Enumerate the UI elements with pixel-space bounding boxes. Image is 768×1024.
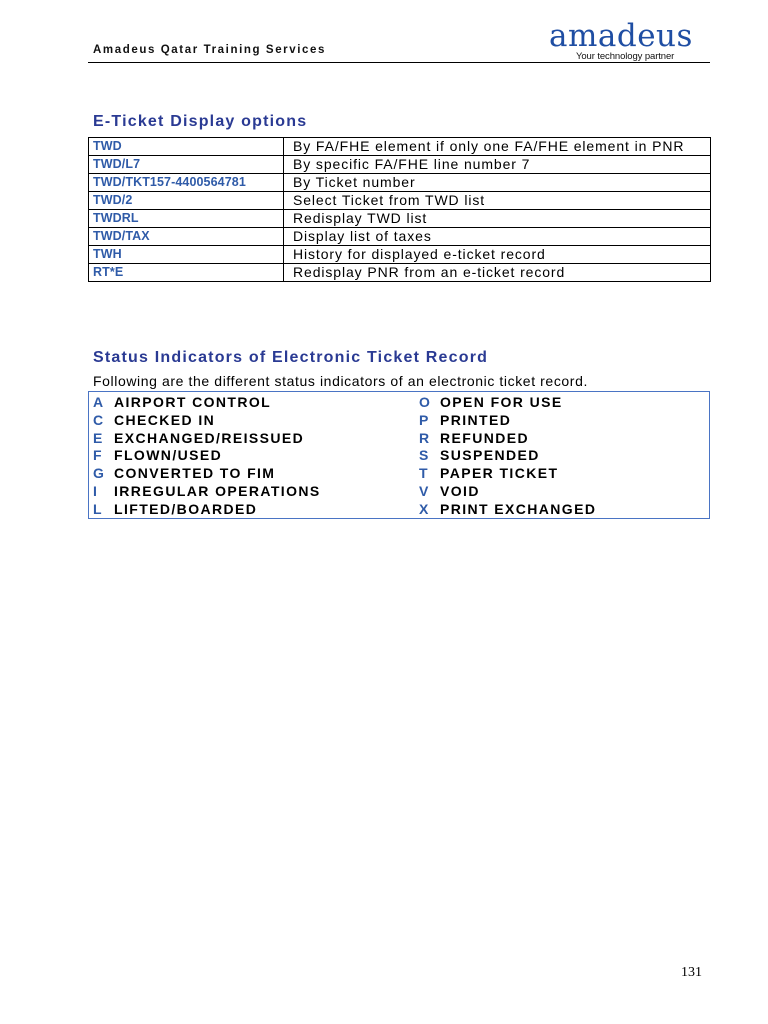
eticket-section-title: E-Ticket Display options [93, 113, 308, 130]
status-label: CONVERTED TO FIM [114, 465, 276, 482]
status-item [93, 411, 215, 429]
table-row [89, 138, 711, 156]
amadeus-logo [545, 18, 705, 64]
description-cell: Redisplay TWD list [284, 210, 711, 228]
status-label: FLOWN/USED [114, 447, 223, 464]
status-code: I [93, 483, 99, 499]
status-label: OPEN FOR USE [440, 394, 563, 410]
table-row [89, 192, 711, 210]
status-label: PAPER TICKET [440, 465, 559, 482]
status-item [419, 429, 529, 447]
description-cell: By specific FA/FHE line number 7 [284, 156, 711, 174]
status-code: G [93, 465, 106, 482]
status-item [419, 393, 563, 411]
header-org: Amadeus Qatar Training Services [93, 44, 327, 56]
description-cell: Select Ticket from TWD list [284, 192, 711, 210]
status-label: PRINTED [440, 411, 512, 428]
status-label: LIFTED/BOARDED [114, 500, 258, 517]
command-cell: TWD/2 [89, 192, 284, 210]
status-code: A [93, 394, 105, 410]
status-intro: Following are the different status indicators of an electronic ticket record. [93, 373, 588, 389]
status-item [419, 482, 480, 500]
status-code: X [419, 500, 430, 517]
status-label: EXCHANGED/REISSUED [114, 429, 305, 446]
table-row [89, 156, 711, 174]
description-cell: By Ticket number [284, 174, 711, 192]
status-label: CHECKED IN [114, 411, 216, 428]
status-item [93, 500, 257, 518]
status-code: E [93, 429, 104, 446]
description-cell: History for displayed e-ticket record [284, 246, 711, 264]
status-code: S [419, 447, 430, 464]
description-cell: Display list of taxes [284, 228, 711, 246]
status-label: PRINT EXCHANGED [440, 500, 597, 517]
eticket-options-table [88, 137, 711, 282]
status-code: O [419, 394, 432, 410]
command-cell: TWD/TKT157-4400564781 [89, 174, 284, 192]
logo-tagline: Your technology partner [576, 51, 675, 62]
page-number: 131 [681, 965, 702, 980]
description-cell: Redisplay PNR from an e-ticket record [284, 264, 711, 282]
logo-wordmark: amadeus [549, 18, 693, 54]
status-code: V [419, 483, 430, 499]
status-item [93, 482, 321, 500]
description-cell: By FA/FHE element if only one FA/FHE element in PNR [284, 138, 711, 156]
table-row [89, 228, 711, 246]
table-row [89, 174, 711, 192]
status-item [93, 393, 271, 411]
status-item [93, 446, 222, 464]
header-divider [88, 62, 710, 63]
status-label: VOID [440, 483, 480, 499]
status-label: SUSPENDED [440, 447, 540, 464]
status-code: T [419, 465, 429, 482]
status-label: IRREGULAR OPERATIONS [114, 483, 321, 499]
command-cell: TWD/L7 [89, 156, 284, 174]
table-row [89, 264, 711, 282]
status-code: F [93, 447, 103, 464]
status-section-title: Status Indicators of Electronic Ticket Record [93, 349, 489, 366]
table-row [89, 246, 711, 264]
status-indicators-box [88, 391, 710, 519]
status-item [419, 500, 596, 518]
command-cell: TWD/TAX [89, 228, 284, 246]
status-item [93, 429, 304, 447]
status-item [419, 446, 540, 464]
status-item [93, 464, 275, 482]
status-code: R [419, 429, 431, 446]
command-cell: TWD [89, 138, 284, 156]
command-cell: TWH [89, 246, 284, 264]
table-row [89, 210, 711, 228]
status-label: REFUNDED [440, 429, 529, 446]
status-code: P [419, 411, 430, 428]
command-cell: RT*E [89, 264, 284, 282]
status-item [419, 411, 511, 429]
status-code: C [93, 411, 105, 428]
status-code: L [93, 500, 103, 517]
status-item [419, 464, 558, 482]
command-cell: TWDRL [89, 210, 284, 228]
status-label: AIRPORT CONTROL [114, 394, 272, 410]
